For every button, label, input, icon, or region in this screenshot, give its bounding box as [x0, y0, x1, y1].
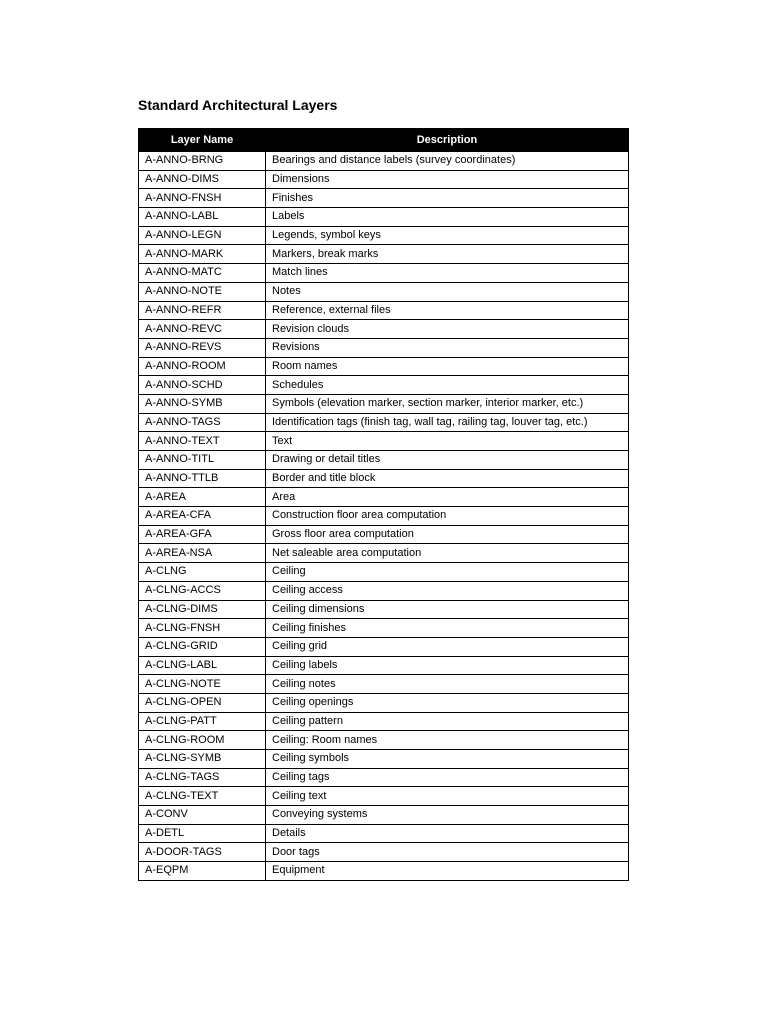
layers-table	[138, 128, 629, 881]
table-row	[139, 806, 629, 825]
layer-description-cell: Ceiling tags	[266, 768, 629, 787]
table-row	[139, 581, 629, 600]
layer-description-cell: Match lines	[266, 264, 629, 283]
table-row	[139, 600, 629, 619]
layer-description-cell: Drawing or detail titles	[266, 451, 629, 470]
table-row	[139, 563, 629, 582]
table-row	[139, 451, 629, 470]
layer-name-cell: A-AREA-GFA	[139, 525, 266, 544]
layer-description-cell: Net saleable area computation	[266, 544, 629, 563]
table-row	[139, 750, 629, 769]
layer-name-cell: A-ANNO-SYMB	[139, 394, 266, 413]
table-row	[139, 731, 629, 750]
table-row	[139, 637, 629, 656]
table-row	[139, 693, 629, 712]
layer-name-cell: A-ANNO-TTLB	[139, 469, 266, 488]
layer-description-cell: Symbols (elevation marker, section marker, interior marker, etc.)	[266, 394, 629, 413]
layer-name-cell: A-ANNO-MATC	[139, 264, 266, 283]
layer-description-cell: Markers, break marks	[266, 245, 629, 264]
layer-name-cell: A-CLNG	[139, 563, 266, 582]
layer-description-cell: Ceiling notes	[266, 675, 629, 694]
layer-name-cell: A-CLNG-TEXT	[139, 787, 266, 806]
layer-name-cell: A-ANNO-REVS	[139, 338, 266, 357]
table-row	[139, 170, 629, 189]
table-row	[139, 862, 629, 881]
layer-name-cell: A-ANNO-TITL	[139, 451, 266, 470]
layer-name-cell: A-ANNO-REFR	[139, 301, 266, 320]
table-row	[139, 469, 629, 488]
layer-description-cell: Ceiling finishes	[266, 619, 629, 638]
layer-name-cell: A-ANNO-TEXT	[139, 432, 266, 451]
layer-description-cell: Finishes	[266, 189, 629, 208]
layer-description-cell: Conveying systems	[266, 806, 629, 825]
layer-name-cell: A-ANNO-DIMS	[139, 170, 266, 189]
layer-name-cell: A-CLNG-LABL	[139, 656, 266, 675]
layer-description-cell: Dimensions	[266, 170, 629, 189]
layer-description-cell: Details	[266, 824, 629, 843]
layer-description-cell: Ceiling	[266, 563, 629, 582]
table-row	[139, 507, 629, 526]
table-row	[139, 338, 629, 357]
layer-name-cell: A-ANNO-NOTE	[139, 282, 266, 301]
table-row	[139, 264, 629, 283]
layer-name-cell: A-ANNO-FNSH	[139, 189, 266, 208]
table-row	[139, 824, 629, 843]
table-row	[139, 656, 629, 675]
layer-description-cell: Ceiling grid	[266, 637, 629, 656]
layer-name-cell: A-CLNG-SYMB	[139, 750, 266, 769]
layer-description-cell: Gross floor area computation	[266, 525, 629, 544]
table-row	[139, 189, 629, 208]
layer-description-cell: Ceiling pattern	[266, 712, 629, 731]
layer-description-cell: Ceiling dimensions	[266, 600, 629, 619]
layer-name-cell: A-CLNG-PATT	[139, 712, 266, 731]
layer-description-cell: Room names	[266, 357, 629, 376]
table-row	[139, 152, 629, 171]
page-title: Standard Architectural Layers	[138, 97, 338, 113]
table-row	[139, 544, 629, 563]
layer-name-cell: A-ANNO-MARK	[139, 245, 266, 264]
layer-name-cell: A-CLNG-TAGS	[139, 768, 266, 787]
column-header-description: Description	[266, 129, 629, 152]
layer-description-cell: Area	[266, 488, 629, 507]
layer-description-cell: Identification tags (finish tag, wall tag, railing tag, louver tag, etc.)	[266, 413, 629, 432]
layer-description-cell: Ceiling text	[266, 787, 629, 806]
layer-name-cell: A-AREA	[139, 488, 266, 507]
layer-name-cell: A-CLNG-FNSH	[139, 619, 266, 638]
table-row	[139, 619, 629, 638]
layer-description-cell: Border and title block	[266, 469, 629, 488]
table-body	[139, 152, 629, 881]
layer-name-cell: A-ANNO-ROOM	[139, 357, 266, 376]
layer-name-cell: A-ANNO-BRNG	[139, 152, 266, 171]
layer-description-cell: Text	[266, 432, 629, 451]
table-row	[139, 675, 629, 694]
table-row	[139, 488, 629, 507]
table-row	[139, 843, 629, 862]
layer-description-cell: Ceiling labels	[266, 656, 629, 675]
layer-name-cell: A-ANNO-TAGS	[139, 413, 266, 432]
layer-name-cell: A-AREA-CFA	[139, 507, 266, 526]
layer-description-cell: Notes	[266, 282, 629, 301]
layer-name-cell: A-ANNO-LABL	[139, 208, 266, 227]
layer-name-cell: A-ANNO-SCHD	[139, 376, 266, 395]
layer-description-cell: Bearings and distance labels (survey coordinates)	[266, 152, 629, 171]
layer-name-cell: A-EQPM	[139, 862, 266, 881]
table-row	[139, 357, 629, 376]
layer-description-cell: Revision clouds	[266, 320, 629, 339]
layer-description-cell: Legends, symbol keys	[266, 226, 629, 245]
layer-name-cell: A-DETL	[139, 824, 266, 843]
layer-name-cell: A-CONV	[139, 806, 266, 825]
layer-name-cell: A-CLNG-ROOM	[139, 731, 266, 750]
layer-name-cell: A-DOOR-TAGS	[139, 843, 266, 862]
table-row	[139, 394, 629, 413]
table-row	[139, 301, 629, 320]
table-row	[139, 525, 629, 544]
table-row	[139, 376, 629, 395]
layer-name-cell: A-CLNG-OPEN	[139, 693, 266, 712]
layer-description-cell: Ceiling symbols	[266, 750, 629, 769]
layer-description-cell: Reference, external files	[266, 301, 629, 320]
layer-name-cell: A-ANNO-LEGN	[139, 226, 266, 245]
table-row	[139, 712, 629, 731]
table-row	[139, 432, 629, 451]
layer-description-cell: Door tags	[266, 843, 629, 862]
layer-description-cell: Equipment	[266, 862, 629, 881]
table-row	[139, 413, 629, 432]
table-row	[139, 208, 629, 227]
layer-name-cell: A-AREA-NSA	[139, 544, 266, 563]
table-row	[139, 320, 629, 339]
table-row	[139, 787, 629, 806]
layer-name-cell: A-CLNG-NOTE	[139, 675, 266, 694]
layer-description-cell: Ceiling openings	[266, 693, 629, 712]
layer-name-cell: A-CLNG-DIMS	[139, 600, 266, 619]
layer-description-cell: Ceiling access	[266, 581, 629, 600]
layer-description-cell: Labels	[266, 208, 629, 227]
table-row	[139, 245, 629, 264]
table-header-row	[139, 129, 629, 152]
table-row	[139, 768, 629, 787]
layer-description-cell: Revisions	[266, 338, 629, 357]
layer-description-cell: Construction floor area computation	[266, 507, 629, 526]
table-row	[139, 226, 629, 245]
layer-name-cell: A-CLNG-GRID	[139, 637, 266, 656]
layer-name-cell: A-CLNG-ACCS	[139, 581, 266, 600]
table-row	[139, 282, 629, 301]
layer-name-cell: A-ANNO-REVC	[139, 320, 266, 339]
layer-description-cell: Ceiling: Room names	[266, 731, 629, 750]
layer-description-cell: Schedules	[266, 376, 629, 395]
column-header-layer-name: Layer Name	[139, 129, 266, 152]
